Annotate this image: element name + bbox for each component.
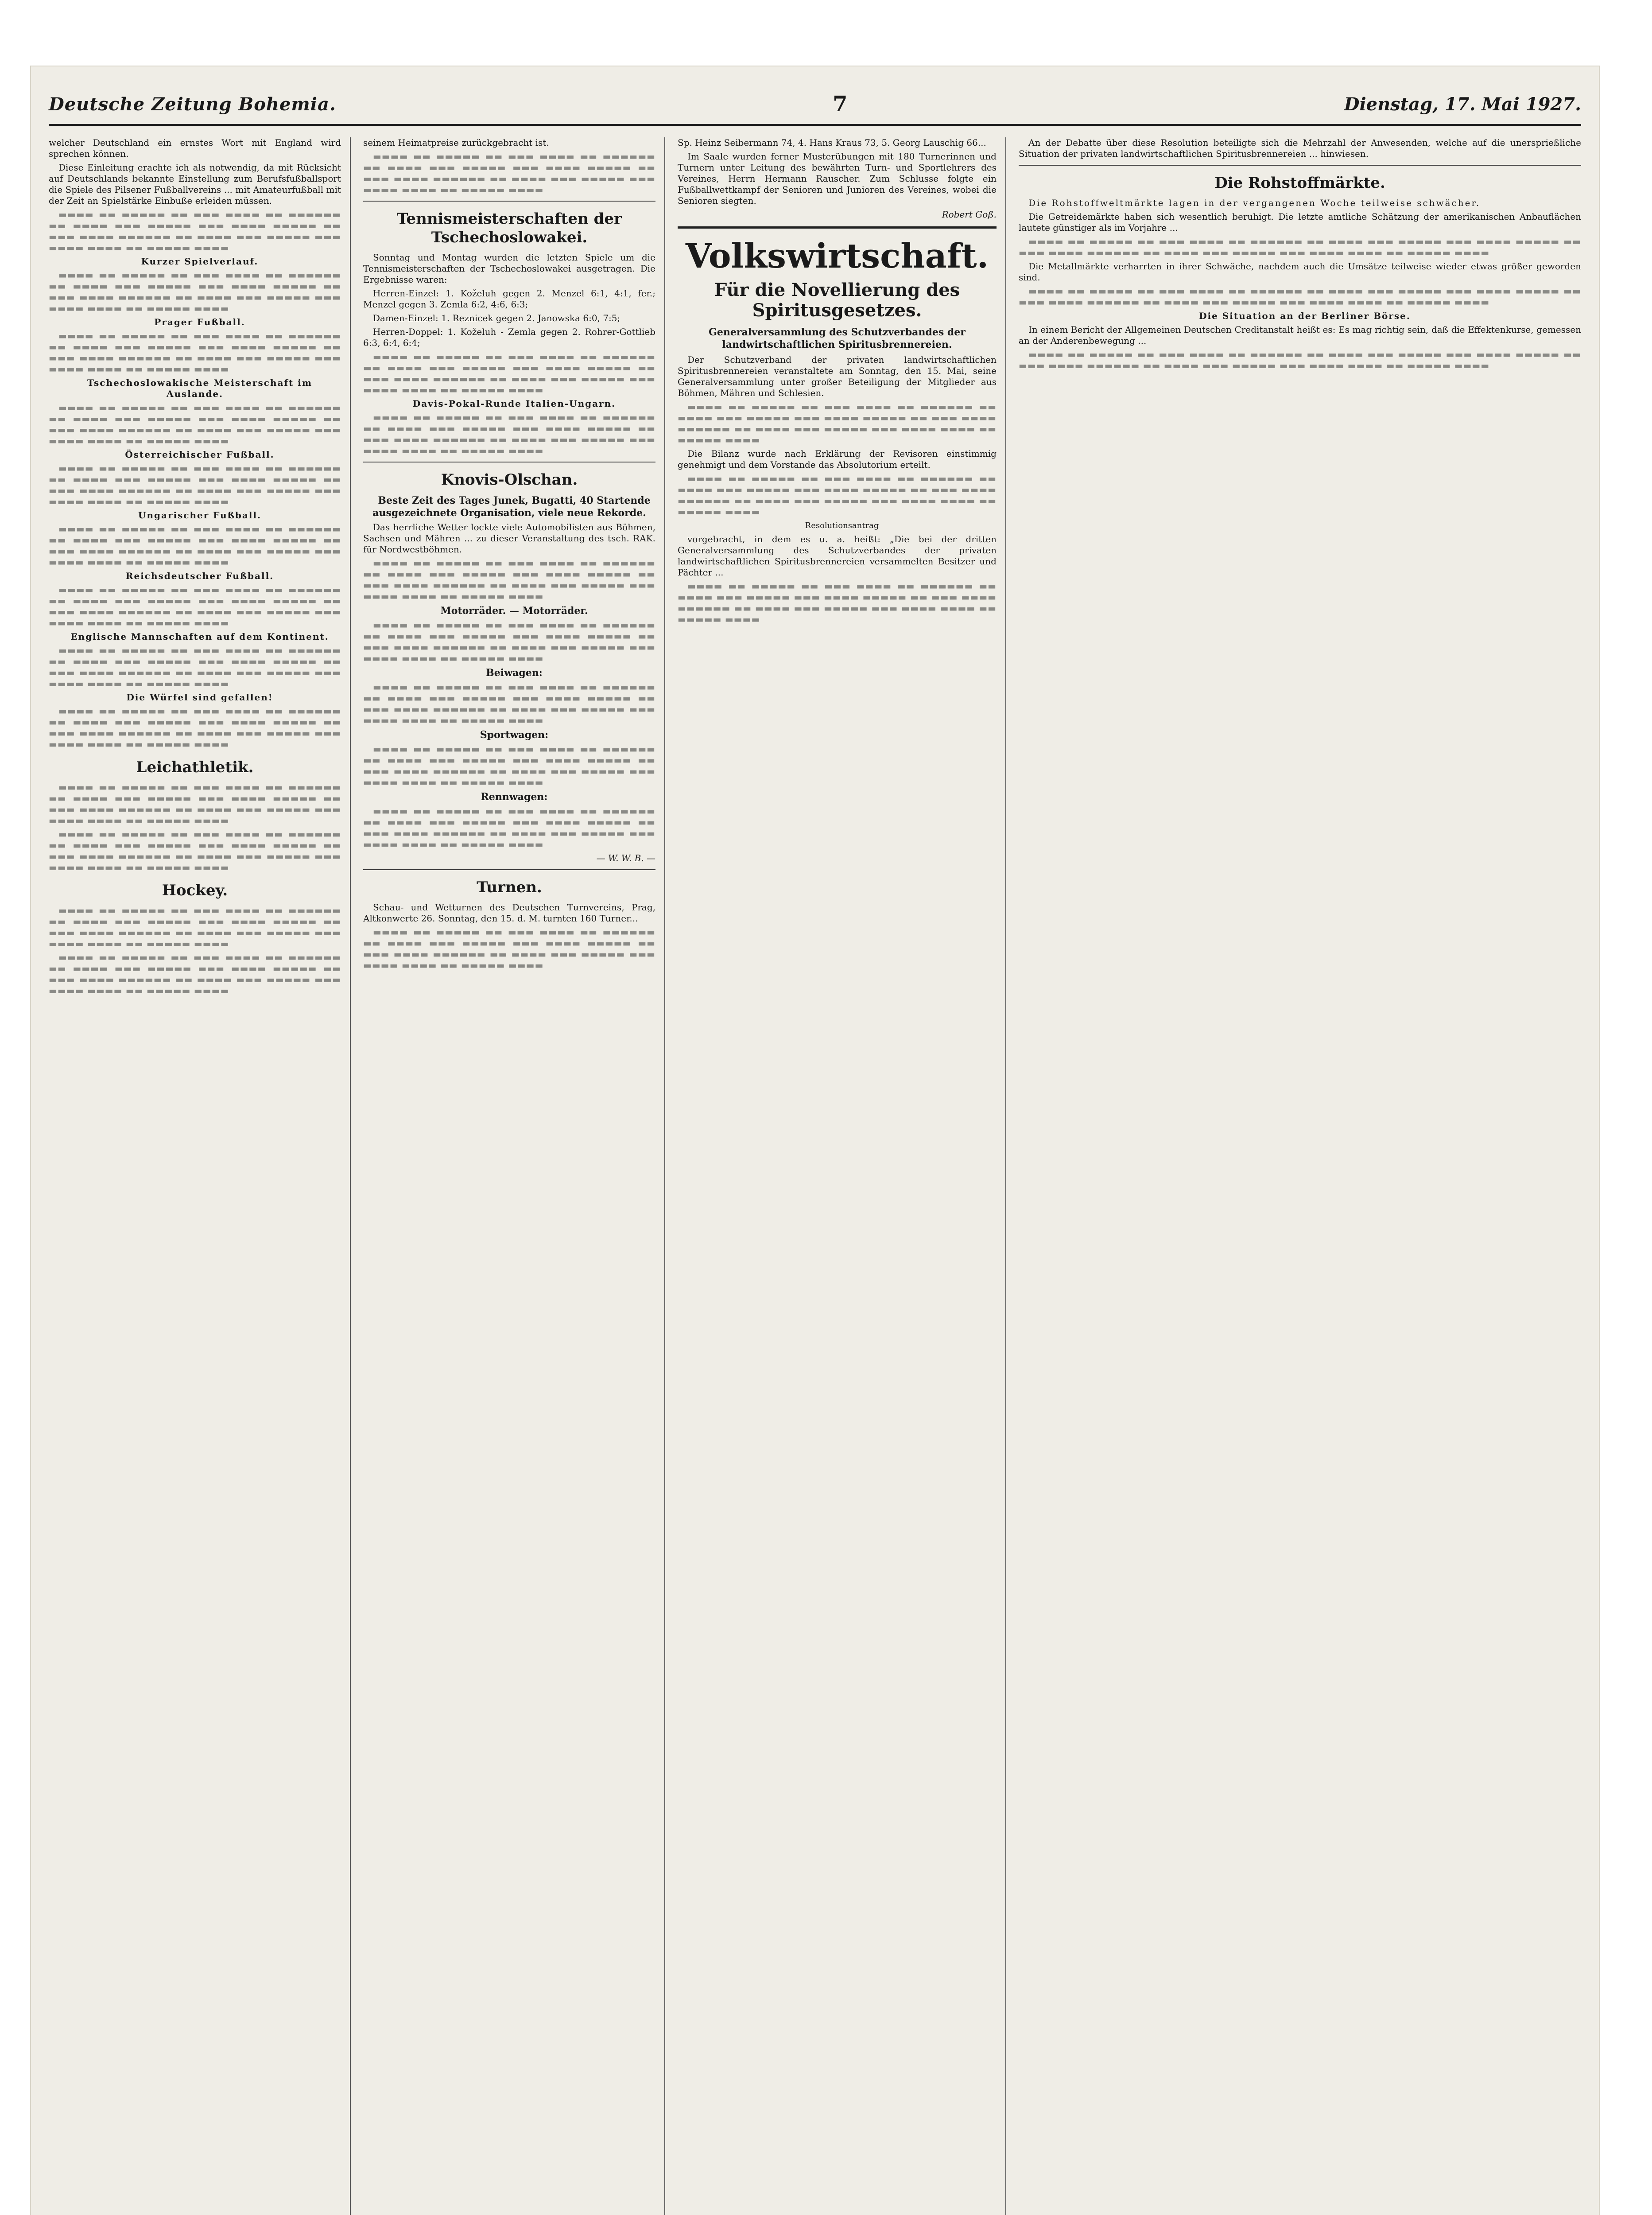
raw-materials-heading: Die Rohstoffmärkte. [1214,174,1385,192]
tennis-herren: Herren-Einzel: 1. Koželuh gegen 2. Menzel 6:1, 4:1, fer.; Menzel gegen 3. Zemla 6:2, 4:6, 6:3; [363,288,655,310]
author: Robert Goß. [942,209,997,220]
text-filler: ▬▬▬▬ ▬▬ ▬▬▬▬▬ ▬▬ ▬▬▬ ▬▬▬▬ ▬▬ ▬▬▬▬▬▬ ▬▬ ▬▬▬▬ ▬▬▬ ▬▬▬▬▬ ▬▬▬ ▬▬▬▬ ▬▬▬▬▬ ▬▬ ▬▬▬ ▬▬▬▬ ▬▬▬▬▬▬ ▬▬ ▬▬▬▬ ▬▬▬ ▬▬▬▬▬ ▬▬▬ ▬▬▬▬ ▬▬▬▬ ▬▬ ▬▬▬▬▬ ▬▬▬▬ [49,782,341,826]
column-2 [363,137,655,2215]
section-title: Kurzer Spielverlauf. [141,256,259,267]
issue-date: Dienstag, 17. Mai 1927. [1344,93,1581,115]
col4-paragraph: In einem Bericht der Allgemeinen Deutschen Creditanstalt heißt es: Es mag richtig sein, daß die Effektenkurse, gemessen an der Anderenbewegung ... [1019,324,1581,346]
text-filler: ▬▬▬▬ ▬▬ ▬▬▬▬▬ ▬▬ ▬▬▬ ▬▬▬▬ ▬▬ ▬▬▬▬▬▬ ▬▬ ▬▬▬▬ ▬▬▬ ▬▬▬▬▬ ▬▬▬ ▬▬▬▬ ▬▬▬▬▬ ▬▬ ▬▬▬ ▬▬▬▬ ▬▬▬▬▬▬ ▬▬ ▬▬▬▬ ▬▬▬ ▬▬▬▬▬ ▬▬▬ ▬▬▬▬ ▬▬▬▬ ▬▬ ▬▬▬▬▬ ▬▬▬▬ [49,829,341,873]
tennis-doppel: Herren-Doppel: 1. Koželuh - Zemla gegen 2. Rohrer-Gottlieb 6:3, 6:4, 6:4; [363,326,655,348]
column-rule [1005,137,1006,2215]
col1-lead: welcher Deutschland ein ernstes Wort mit England wird sprechen können. [49,137,341,159]
section-title: Davis-Pokal-Runde Italien-Ungarn. [412,398,616,409]
motorrad-heading: Motorräder. — Motorräder. [440,605,588,617]
text-filler: ▬▬▬▬ ▬▬ ▬▬▬▬▬ ▬▬ ▬▬▬ ▬▬▬▬ ▬▬ ▬▬▬▬▬▬ ▬▬ ▬▬▬▬ ▬▬▬ ▬▬▬▬▬ ▬▬▬ ▬▬▬▬ ▬▬▬▬▬ ▬▬ ▬▬▬ ▬▬▬▬ ▬▬▬▬▬▬ ▬▬ ▬▬▬▬ ▬▬▬ ▬▬▬▬▬ ▬▬▬ ▬▬▬▬ ▬▬▬▬ ▬▬ ▬▬▬▬▬ ▬▬▬▬ [678,473,997,517]
masthead: Deutsche Zeitung Bohemia. [49,93,336,115]
page-header [49,84,1581,126]
column-rule [664,137,665,2215]
section-heading: Leichathletik. [136,758,254,776]
col4-paragraph: Die Metallmärkte verharrten in ihrer Schwäche, nachdem auch die Umsätze teilweise wieder etwas größer geworden sind. [1019,261,1581,283]
newspaper-page [31,66,1599,2215]
economy-subtitle: Für die Novellierung des Spiritusgesetzes. [714,280,960,321]
author: — W. W. B. — [596,853,655,863]
column-4 [1019,137,1581,2215]
section-title: Österreichischer Fußball. [125,449,275,460]
text-filler: ▬▬▬▬ ▬▬ ▬▬▬▬▬ ▬▬ ▬▬▬ ▬▬▬▬ ▬▬ ▬▬▬▬▬▬ ▬▬ ▬▬▬▬ ▬▬▬ ▬▬▬▬▬ ▬▬▬ ▬▬▬▬ ▬▬▬▬▬ ▬▬ ▬▬▬ ▬▬▬▬ ▬▬▬▬▬▬ ▬▬ ▬▬▬▬ ▬▬▬ ▬▬▬▬▬ ▬▬▬ ▬▬▬▬ ▬▬▬▬ ▬▬ ▬▬▬▬▬ ▬▬▬▬ [49,706,341,750]
column-rule [350,137,351,2215]
text-filler: ▬▬▬▬ ▬▬ ▬▬▬▬▬ ▬▬ ▬▬▬ ▬▬▬▬ ▬▬ ▬▬▬▬▬▬ ▬▬ ▬▬▬▬ ▬▬▬ ▬▬▬▬▬ ▬▬▬ ▬▬▬▬ ▬▬▬▬▬ ▬▬ ▬▬▬ ▬▬▬▬ ▬▬▬▬▬▬ ▬▬ ▬▬▬▬ ▬▬▬ ▬▬▬▬▬ ▬▬▬ ▬▬▬▬ ▬▬▬▬ ▬▬ ▬▬▬▬▬ ▬▬▬▬ [49,584,341,628]
knovis-paragraph: Das herrliche Wetter lockte viele Automobilisten aus Böhmen, Sachsen und Mähren ... zu dieser Veranstaltung des tsch. RAK. für Nordwestböhmen. [363,522,655,555]
turnen-heading: Turnen. [477,878,542,896]
economy-paragraph: Der Schutzverband der privaten landwirtschaftlichen Spiritusbrennereien veranstaltete am Sonntag, den 15. Mai, seine Generalversammlung unter großer Beteiligung der Mitglieder aus Böhmen, Mähren und Schlesien. [678,354,997,398]
resolution-heading: Resolutionsantrag [805,521,879,530]
text-filler: ▬▬▬▬ ▬▬ ▬▬▬▬▬ ▬▬ ▬▬▬ ▬▬▬▬ ▬▬ ▬▬▬▬▬▬ ▬▬ ▬▬▬▬ ▬▬▬ ▬▬▬▬▬ ▬▬▬ ▬▬▬▬ ▬▬▬▬▬ ▬▬ ▬▬▬ ▬▬▬▬ ▬▬▬▬▬▬ ▬▬ ▬▬▬▬ ▬▬▬ ▬▬▬▬▬ ▬▬▬ ▬▬▬▬ ▬▬▬▬ ▬▬ ▬▬▬▬▬ ▬▬▬▬ [49,645,341,689]
turnen-paragraph: Schau- und Wetturnen des Deutschen Turnvereins, Prag, Altkonwerte 26. Sonntag, den 15. d. M. turnten 160 Turner... [363,902,655,924]
col1-paragraph: Diese Einleitung erachte ich als notwendig, da mit Rücksicht auf Deutschlands bekannte Einstellung zum Berufsfußballsport die Spiele des Pilsener Fußballvereins ... mit Amateurfußball mit der Zeit an Spielstärke Einbuße erleiden müssen. [49,162,341,206]
text-filler: ▬▬▬▬ ▬▬ ▬▬▬▬▬ ▬▬ ▬▬▬ ▬▬▬▬ ▬▬ ▬▬▬▬▬▬ ▬▬ ▬▬▬▬ ▬▬▬ ▬▬▬▬▬ ▬▬▬ ▬▬▬▬ ▬▬▬▬▬ ▬▬ ▬▬▬ ▬▬▬▬ ▬▬▬▬▬▬ ▬▬ ▬▬▬▬ ▬▬▬ ▬▬▬▬▬ ▬▬▬ ▬▬▬▬ ▬▬▬▬ ▬▬ ▬▬▬▬▬ ▬▬▬▬ [49,952,341,996]
divider [1019,165,1581,166]
tennis-heading: Tennismeisterschaften der Tschechoslowakei. [397,210,622,246]
text-filler: ▬▬▬▬ ▬▬ ▬▬▬▬▬ ▬▬ ▬▬▬ ▬▬▬▬ ▬▬ ▬▬▬▬▬▬ ▬▬ ▬▬▬▬ ▬▬▬ ▬▬▬▬▬ ▬▬▬ ▬▬▬▬ ▬▬▬▬▬ ▬▬ ▬▬▬ ▬▬▬▬ ▬▬▬▬▬▬ ▬▬ ▬▬▬▬ ▬▬▬ ▬▬▬▬▬ ▬▬▬ ▬▬▬▬ ▬▬▬▬ ▬▬ ▬▬▬▬▬ ▬▬▬▬ [49,270,341,314]
col4-paragraph: An der Debatte über diese Resolution beteiligte sich die Mehrzahl der Anwesenden, welche auf die unersprießliche Situation der privaten landwirtschaftlichen Spiritusbrennereien ... hinwiesen. [1019,137,1581,159]
sport-heading: Sportwagen: [480,729,549,741]
col2-lead: seinem Heimatpreise zurückgebracht ist. [363,137,549,148]
divider [363,869,655,870]
col3-lead: Sp. Heinz Seibermann 74, 4. Hans Kraus 73, 5. Georg Lauschig 66... [678,137,986,148]
section-title: Ungarischer Fußball. [138,510,261,521]
text-filler: ▬▬▬▬ ▬▬ ▬▬▬▬▬ ▬▬ ▬▬▬ ▬▬▬▬ ▬▬ ▬▬▬▬▬▬ ▬▬ ▬▬▬▬ ▬▬▬ ▬▬▬▬▬ ▬▬▬ ▬▬▬▬ ▬▬▬▬▬ ▬▬ ▬▬▬ ▬▬▬▬ ▬▬▬▬▬▬ ▬▬ ▬▬▬▬ ▬▬▬ ▬▬▬▬▬ ▬▬▬ ▬▬▬▬ ▬▬▬▬ ▬▬ ▬▬▬▬▬ ▬▬▬▬ [363,151,655,195]
renn-heading: Rennwagen: [481,791,548,803]
text-filler: ▬▬▬▬ ▬▬ ▬▬▬▬▬ ▬▬ ▬▬▬ ▬▬▬▬ ▬▬ ▬▬▬▬▬▬ ▬▬ ▬▬▬▬ ▬▬▬ ▬▬▬▬▬ ▬▬▬ ▬▬▬▬ ▬▬▬▬▬ ▬▬ ▬▬▬ ▬▬▬▬ ▬▬▬▬▬▬ ▬▬ ▬▬▬▬ ▬▬▬ ▬▬▬▬▬ ▬▬▬ ▬▬▬▬ ▬▬▬▬ ▬▬ ▬▬▬▬▬ ▬▬▬▬ [49,402,341,446]
text-filler: ▬▬▬▬ ▬▬ ▬▬▬▬▬ ▬▬ ▬▬▬ ▬▬▬▬ ▬▬ ▬▬▬▬▬▬ ▬▬ ▬▬▬▬ ▬▬▬ ▬▬▬▬▬ ▬▬▬ ▬▬▬▬ ▬▬▬▬▬ ▬▬ ▬▬▬ ▬▬▬▬ ▬▬▬▬▬▬ ▬▬ ▬▬▬▬ ▬▬▬ ▬▬▬▬▬ ▬▬▬ ▬▬▬▬ ▬▬▬▬ ▬▬ ▬▬▬▬▬ ▬▬▬▬ [678,401,997,445]
economy-subtitle-2: Generalversammlung des Schutzverbandes der landwirtschaftlichen Spiritusbrennereien. [709,326,966,350]
col4-paragraph: Die Getreidemärkte haben sich wesentlich beruhigt. Die letzte amtliche Schätzung der amerikanischen Anbauflächen lautete günstiger als im Vorjahre ... [1019,211,1581,233]
text-filler: ▬▬▬▬ ▬▬ ▬▬▬▬▬ ▬▬ ▬▬▬ ▬▬▬▬ ▬▬ ▬▬▬▬▬▬ ▬▬ ▬▬▬▬ ▬▬▬ ▬▬▬▬▬ ▬▬▬ ▬▬▬▬ ▬▬▬▬▬ ▬▬ ▬▬▬ ▬▬▬▬ ▬▬▬▬▬▬ ▬▬ ▬▬▬▬ ▬▬▬ ▬▬▬▬▬ ▬▬▬ ▬▬▬▬ ▬▬▬▬ ▬▬ ▬▬▬▬▬ ▬▬▬▬ [363,744,655,788]
economy-paragraph: Die Bilanz wurde nach Erklärung der Revisoren einstimmig genehmigt und dem Vorstande das Absolutorium erteilt. [678,448,997,470]
column-3 [678,137,997,2215]
knovis-subheading: Beste Zeit des Tages Junek, Bugatti, 40 Startende ausgezeichnete Organisation, viele neue Rekorde. [372,495,651,519]
text-filler: ▬▬▬▬ ▬▬ ▬▬▬▬▬ ▬▬ ▬▬▬ ▬▬▬▬ ▬▬ ▬▬▬▬▬▬ ▬▬ ▬▬▬▬ ▬▬▬ ▬▬▬▬▬ ▬▬▬ ▬▬▬▬ ▬▬▬▬▬ ▬▬ ▬▬▬ ▬▬▬▬ ▬▬▬▬▬▬ ▬▬ ▬▬▬▬ ▬▬▬ ▬▬▬▬▬ ▬▬▬ ▬▬▬▬ ▬▬▬▬ ▬▬ ▬▬▬▬▬ ▬▬▬▬ [363,620,655,664]
tennis-damen: Damen-Einzel: 1. Reznicek gegen 2. Janowska 6:0, 7:5; [373,313,620,323]
text-filler: ▬▬▬▬ ▬▬ ▬▬▬▬▬ ▬▬ ▬▬▬ ▬▬▬▬ ▬▬ ▬▬▬▬▬▬ ▬▬ ▬▬▬▬ ▬▬▬ ▬▬▬▬▬ ▬▬▬ ▬▬▬▬ ▬▬▬▬▬ ▬▬ ▬▬▬ ▬▬▬▬ ▬▬▬▬▬▬ ▬▬ ▬▬▬▬ ▬▬▬ ▬▬▬▬▬ ▬▬▬ ▬▬▬▬ ▬▬▬▬ ▬▬ ▬▬▬▬▬ ▬▬▬▬ [49,209,341,253]
col4-paragraph: Die Rohstoffweltmärkte lagen in der vergangenen Woche teilweise schwächer. [1028,198,1481,208]
text-filler: ▬▬▬▬ ▬▬ ▬▬▬▬▬ ▬▬ ▬▬▬ ▬▬▬▬ ▬▬ ▬▬▬▬▬▬ ▬▬ ▬▬▬▬ ▬▬▬ ▬▬▬▬▬ ▬▬▬ ▬▬▬▬ ▬▬▬▬▬ ▬▬ ▬▬▬ ▬▬▬▬ ▬▬▬▬▬▬ ▬▬ ▬▬▬▬ ▬▬▬ ▬▬▬▬▬ ▬▬▬ ▬▬▬▬ ▬▬▬▬ ▬▬ ▬▬▬▬▬ ▬▬▬▬ [678,581,997,625]
col3-paragraph: Im Saale wurden ferner Musterübungen mit 180 Turnerinnen und Turnern unter Leitung des bewährten Turn- und Sportlehrers des Vereines, Herrn Hermann Rauscher. Zum Schlusse folgte ein Fußballwettkampf der Senioren und Junioren des Vereines, wobei die Senioren siegten. [678,151,997,206]
text-filler: ▬▬▬▬ ▬▬ ▬▬▬▬▬ ▬▬ ▬▬▬ ▬▬▬▬ ▬▬ ▬▬▬▬▬▬ ▬▬ ▬▬▬▬ ▬▬▬ ▬▬▬▬▬ ▬▬▬ ▬▬▬▬ ▬▬▬▬▬ ▬▬ ▬▬▬ ▬▬▬▬ ▬▬▬▬▬▬ ▬▬ ▬▬▬▬ ▬▬▬ ▬▬▬▬▬ ▬▬▬ ▬▬▬▬ ▬▬▬▬ ▬▬ ▬▬▬▬▬ ▬▬▬▬ [49,330,341,374]
text-filler: ▬▬▬▬ ▬▬ ▬▬▬▬▬ ▬▬ ▬▬▬ ▬▬▬▬ ▬▬ ▬▬▬▬▬▬ ▬▬ ▬▬▬▬ ▬▬▬ ▬▬▬▬▬ ▬▬▬ ▬▬▬▬ ▬▬▬▬▬ ▬▬ ▬▬▬ ▬▬▬▬ ▬▬▬▬▬▬ ▬▬ ▬▬▬▬ ▬▬▬ ▬▬▬▬▬ ▬▬▬ ▬▬▬▬ ▬▬▬▬ ▬▬ ▬▬▬▬▬ ▬▬▬▬ [363,351,655,395]
text-filler: ▬▬▬▬ ▬▬ ▬▬▬▬▬ ▬▬ ▬▬▬ ▬▬▬▬ ▬▬ ▬▬▬▬▬▬ ▬▬ ▬▬▬▬ ▬▬▬ ▬▬▬▬▬ ▬▬▬ ▬▬▬▬ ▬▬▬▬▬ ▬▬ ▬▬▬ ▬▬▬▬ ▬▬▬▬▬▬ ▬▬ ▬▬▬▬ ▬▬▬ ▬▬▬▬▬ ▬▬▬ ▬▬▬▬ ▬▬▬▬ ▬▬ ▬▬▬▬▬ ▬▬▬▬ [49,905,341,949]
section-title: Reichsdeutscher Fußball. [125,571,274,581]
text-filler: ▬▬▬▬ ▬▬ ▬▬▬▬▬ ▬▬ ▬▬▬ ▬▬▬▬ ▬▬ ▬▬▬▬▬▬ ▬▬ ▬▬▬▬ ▬▬▬ ▬▬▬▬▬ ▬▬▬ ▬▬▬▬ ▬▬▬▬▬ ▬▬ ▬▬▬ ▬▬▬▬ ▬▬▬▬▬▬ ▬▬ ▬▬▬▬ ▬▬▬ ▬▬▬▬▬ ▬▬▬ ▬▬▬▬ ▬▬▬▬ ▬▬ ▬▬▬▬▬ ▬▬▬▬ [363,412,655,456]
section-title: Englische Mannschaften auf dem Kontinent. [70,631,329,642]
section-title: Prager Fußball. [154,317,245,327]
divider [363,201,655,202]
text-filler: ▬▬▬▬ ▬▬ ▬▬▬▬▬ ▬▬ ▬▬▬ ▬▬▬▬ ▬▬ ▬▬▬▬▬▬ ▬▬ ▬▬▬▬ ▬▬▬ ▬▬▬▬▬ ▬▬▬ ▬▬▬▬ ▬▬▬▬▬ ▬▬ ▬▬▬ ▬▬▬▬ ▬▬▬▬▬▬ ▬▬ ▬▬▬▬ ▬▬▬ ▬▬▬▬▬ ▬▬▬ ▬▬▬▬ ▬▬▬▬ ▬▬ ▬▬▬▬▬ ▬▬▬▬ [363,927,655,971]
text-filler: ▬▬▬▬ ▬▬ ▬▬▬▬▬ ▬▬ ▬▬▬ ▬▬▬▬ ▬▬ ▬▬▬▬▬▬ ▬▬ ▬▬▬▬ ▬▬▬ ▬▬▬▬▬ ▬▬▬ ▬▬▬▬ ▬▬▬▬▬ ▬▬ ▬▬▬ ▬▬▬▬ ▬▬▬▬▬▬ ▬▬ ▬▬▬▬ ▬▬▬ ▬▬▬▬▬ ▬▬▬ ▬▬▬▬ ▬▬▬▬ ▬▬ ▬▬▬▬▬ ▬▬▬▬ [1019,236,1581,258]
text-filler: ▬▬▬▬ ▬▬ ▬▬▬▬▬ ▬▬ ▬▬▬ ▬▬▬▬ ▬▬ ▬▬▬▬▬▬ ▬▬ ▬▬▬▬ ▬▬▬ ▬▬▬▬▬ ▬▬▬ ▬▬▬▬ ▬▬▬▬▬ ▬▬ ▬▬▬ ▬▬▬▬ ▬▬▬▬▬▬ ▬▬ ▬▬▬▬ ▬▬▬ ▬▬▬▬▬ ▬▬▬ ▬▬▬▬ ▬▬▬▬ ▬▬ ▬▬▬▬▬ ▬▬▬▬ [363,682,655,726]
text-filler: ▬▬▬▬ ▬▬ ▬▬▬▬▬ ▬▬ ▬▬▬ ▬▬▬▬ ▬▬ ▬▬▬▬▬▬ ▬▬ ▬▬▬▬ ▬▬▬ ▬▬▬▬▬ ▬▬▬ ▬▬▬▬ ▬▬▬▬▬ ▬▬ ▬▬▬ ▬▬▬▬ ▬▬▬▬▬▬ ▬▬ ▬▬▬▬ ▬▬▬ ▬▬▬▬▬ ▬▬▬ ▬▬▬▬ ▬▬▬▬ ▬▬ ▬▬▬▬▬ ▬▬▬▬ [1019,349,1581,371]
section-heading: Hockey. [162,882,228,899]
boerse-heading: Die Situation an der Berliner Börse. [1199,311,1411,321]
tennis-intro: Sonntag und Montag wurden die letzten Spiele um die Tennismeisterschaften der Tschechoslowakei ausgetragen. Die Ergebnisse waren: [363,252,655,285]
section-title: Tschechoslowakische Meisterschaft im Auslande. [87,377,313,399]
beiwagen-heading: Beiwagen: [486,667,543,679]
column-1 [49,137,341,2215]
knovis-heading: Knovis-Olschan. [441,471,578,489]
text-filler: ▬▬▬▬ ▬▬ ▬▬▬▬▬ ▬▬ ▬▬▬ ▬▬▬▬ ▬▬ ▬▬▬▬▬▬ ▬▬ ▬▬▬▬ ▬▬▬ ▬▬▬▬▬ ▬▬▬ ▬▬▬▬ ▬▬▬▬▬ ▬▬ ▬▬▬ ▬▬▬▬ ▬▬▬▬▬▬ ▬▬ ▬▬▬▬ ▬▬▬ ▬▬▬▬▬ ▬▬▬ ▬▬▬▬ ▬▬▬▬ ▬▬ ▬▬▬▬▬ ▬▬▬▬ [363,558,655,602]
divider [678,226,997,229]
text-filler: ▬▬▬▬ ▬▬ ▬▬▬▬▬ ▬▬ ▬▬▬ ▬▬▬▬ ▬▬ ▬▬▬▬▬▬ ▬▬ ▬▬▬▬ ▬▬▬ ▬▬▬▬▬ ▬▬▬ ▬▬▬▬ ▬▬▬▬▬ ▬▬ ▬▬▬ ▬▬▬▬ ▬▬▬▬▬▬ ▬▬ ▬▬▬▬ ▬▬▬ ▬▬▬▬▬ ▬▬▬ ▬▬▬▬ ▬▬▬▬ ▬▬ ▬▬▬▬▬ ▬▬▬▬ [1019,286,1581,307]
page-number: 7 [833,92,848,117]
text-filler: ▬▬▬▬ ▬▬ ▬▬▬▬▬ ▬▬ ▬▬▬ ▬▬▬▬ ▬▬ ▬▬▬▬▬▬ ▬▬ ▬▬▬▬ ▬▬▬ ▬▬▬▬▬ ▬▬▬ ▬▬▬▬ ▬▬▬▬▬ ▬▬ ▬▬▬ ▬▬▬▬ ▬▬▬▬▬▬ ▬▬ ▬▬▬▬ ▬▬▬ ▬▬▬▬▬ ▬▬▬ ▬▬▬▬ ▬▬▬▬ ▬▬ ▬▬▬▬▬ ▬▬▬▬ [363,806,655,850]
text-filler: ▬▬▬▬ ▬▬ ▬▬▬▬▬ ▬▬ ▬▬▬ ▬▬▬▬ ▬▬ ▬▬▬▬▬▬ ▬▬ ▬▬▬▬ ▬▬▬ ▬▬▬▬▬ ▬▬▬ ▬▬▬▬ ▬▬▬▬▬ ▬▬ ▬▬▬ ▬▬▬▬ ▬▬▬▬▬▬ ▬▬ ▬▬▬▬ ▬▬▬ ▬▬▬▬▬ ▬▬▬ ▬▬▬▬ ▬▬▬▬ ▬▬ ▬▬▬▬▬ ▬▬▬▬ [49,524,341,567]
text-filler: ▬▬▬▬ ▬▬ ▬▬▬▬▬ ▬▬ ▬▬▬ ▬▬▬▬ ▬▬ ▬▬▬▬▬▬ ▬▬ ▬▬▬▬ ▬▬▬ ▬▬▬▬▬ ▬▬▬ ▬▬▬▬ ▬▬▬▬▬ ▬▬ ▬▬▬ ▬▬▬▬ ▬▬▬▬▬▬ ▬▬ ▬▬▬▬ ▬▬▬ ▬▬▬▬▬ ▬▬▬ ▬▬▬▬ ▬▬▬▬ ▬▬ ▬▬▬▬▬ ▬▬▬▬ [49,463,341,507]
section-title: Die Würfel sind gefallen! [126,692,273,703]
economy-paragraph: vorgebracht, in dem es u. a. heißt: „Die bei der dritten Generalversammlung des Schutzverbandes der privaten landwirtschaftlichen Spiritusbrennereien versammelten Besitzer und Pächter ... [678,534,997,578]
economy-title: Volkswirtschaft. [685,236,989,276]
